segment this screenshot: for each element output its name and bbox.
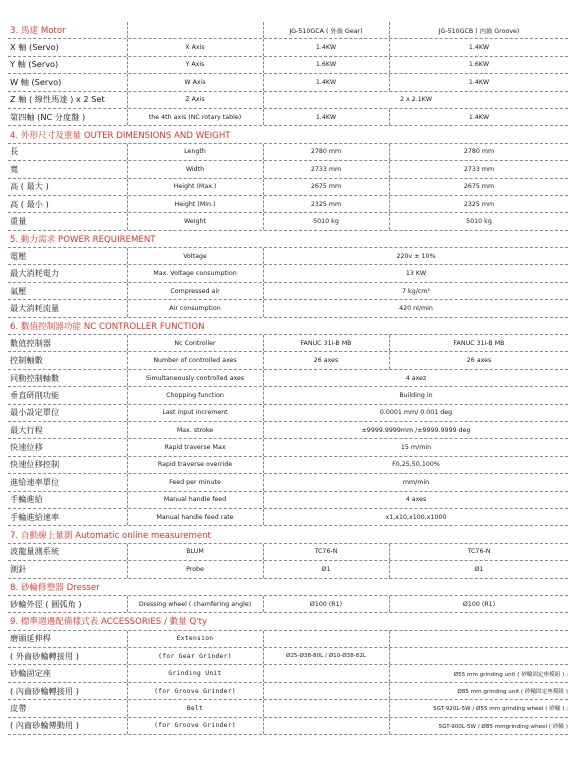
table-row [8, 300, 568, 317]
row-item: Length [184, 148, 206, 156]
row-item: Rapid traverse override [157, 461, 233, 469]
row-item: Nc Controller [174, 339, 216, 347]
value-shared: 4 axez [405, 374, 427, 382]
value-b: 1.4KW [468, 113, 490, 121]
row-item: Voltage [183, 252, 207, 260]
row-item: Max. stroke [176, 426, 214, 434]
table-row [8, 544, 568, 561]
model-b-header: JG-510GCB ( 內齒 Groove) [438, 27, 520, 35]
row-label: 波龍量測系統 [10, 546, 60, 557]
value-shared: F0,25,50,100% [392, 461, 440, 469]
section-title-motor: 3. 馬達 Motor [10, 26, 66, 37]
row-label: 高 ( 最大 ) [10, 181, 49, 192]
value-shared: 4 axes [405, 496, 427, 504]
value-a: 1.4KW [315, 113, 337, 121]
table-row [8, 109, 568, 126]
row-label: 同動控制軸數 [10, 372, 60, 383]
table-row [8, 248, 568, 265]
table-row [8, 370, 568, 387]
value-b [390, 648, 572, 664]
model-a-header: JG-510GCA ( 外齒 Gear) [289, 27, 363, 35]
value-shared: 420 nl/min [399, 304, 433, 312]
value-b: Ø100 (R1) [462, 600, 496, 608]
table-row [8, 509, 568, 526]
value-b: 1.4KW [468, 78, 490, 86]
row-item: Extension [176, 635, 214, 643]
value-b [390, 631, 572, 647]
row-item: Belt [186, 704, 204, 712]
value-a: Ø1 [321, 565, 331, 573]
row-item: Weight [184, 217, 206, 225]
value-a: 1.6KW [315, 61, 337, 69]
section-title-measurement: 7. 自動線上量測 Automatic online measurement [8, 526, 568, 543]
row-label: 快速位移 [10, 442, 43, 453]
value-b: TC76-N [467, 548, 491, 556]
value-shared: mm/min [402, 478, 430, 486]
value-a: 5010 kg [313, 217, 339, 225]
row-item: (for Gear Grinder) [158, 652, 232, 660]
value-a: 26 axes [313, 357, 339, 365]
table-row [8, 213, 568, 230]
value-shared: 7 kg/cm² [402, 287, 430, 295]
section-title-power: 5. 動力需求 POWER REQUIREMENT [8, 231, 568, 248]
row-item: Grinding Unit [168, 670, 222, 678]
row-item: Height (Min.) [174, 200, 216, 208]
table-row [8, 92, 568, 109]
row-label: 最大消耗電力 [10, 268, 60, 279]
value-a: 1.4KW [315, 78, 337, 86]
table-row [8, 422, 568, 439]
value-b: 5GT-920L-5W / Ø55 mm grinding wheel ( 砂輪 ) ; [433, 706, 568, 713]
table-row [8, 439, 568, 456]
table-row [8, 405, 568, 422]
row-item: (for Groove Grinder) [154, 687, 236, 695]
value-a: 2733 mm [310, 165, 342, 173]
table-row [8, 718, 568, 735]
row-label: 進給速率單位 [10, 476, 60, 487]
row-label: 手輪進給速率 [10, 511, 60, 522]
row-item: Width [185, 165, 205, 173]
value-b: 5010 kg [466, 217, 492, 225]
row-item: Dressing wheel ( chamfering angle) [138, 600, 252, 608]
row-item: BLUM [186, 548, 204, 556]
row-item: W Axis [184, 78, 206, 86]
row-label: 測針 [10, 563, 27, 574]
row-item: Probe [186, 565, 204, 573]
row-label: 砂輪外徑 ( 圓弧角 ) [10, 598, 82, 609]
row-item: Last input increment [162, 409, 228, 417]
table-row [8, 265, 568, 282]
table-row [8, 561, 568, 578]
row-label: Z 軸 ( 線性馬達 ) x 2 Set [10, 94, 105, 105]
row-item: Max. Voltage consumption [153, 270, 237, 278]
row-label: 氣壓 [10, 285, 27, 296]
row-item: Z Axis [185, 96, 205, 104]
table-row [8, 196, 568, 213]
row-label: ( 外齒砂輪轉接用 ) [10, 650, 79, 661]
value-b: 2733 mm [463, 165, 495, 173]
row-label: ( 內齒砂輪傳動用 ) [10, 720, 79, 731]
row-label: ( 內齒砂輪轉接用 ) [10, 685, 79, 696]
value-a: FANUC 31i-B MB [300, 339, 352, 347]
row-item: the 4th axis (NC rotary table) [148, 113, 242, 121]
table-row [8, 179, 568, 196]
row-label: 重量 [10, 215, 27, 226]
value-b: Ø85 mm grinding unit ( 砂輪固定座模組 ) [457, 689, 568, 696]
value-a: 2325 mm [310, 200, 342, 208]
row-label: 快速位移控制 [10, 459, 60, 470]
row-item: Y Axis [185, 61, 205, 69]
table-row [8, 335, 568, 352]
row-item: Rapid traverse Max [164, 444, 226, 452]
row-label: 控制軸數 [10, 355, 43, 366]
table-row [8, 352, 568, 369]
spec-sheet [8, 22, 568, 735]
row-label: 皮帶 [10, 702, 27, 713]
value-b: 2675 mm [463, 183, 495, 191]
row-item: Number of controlled axes [153, 357, 237, 365]
table-row [8, 39, 568, 56]
value-b: 5GT-900L-5W / Ø85 mmgrinding wheel ( 砂輪 ) [438, 723, 568, 730]
value-a: 1.4KW [315, 44, 337, 52]
value-b: Ø55 mm grinding unit ( 砂輪固定座模組 ) ; [453, 671, 568, 678]
value-b: Ø1 [474, 565, 484, 573]
value-a [264, 700, 388, 716]
table-row [8, 161, 568, 178]
value-b: 1.4KW [468, 44, 490, 52]
table-row [8, 474, 568, 491]
row-label: 數值控制器 [10, 337, 51, 348]
section-title-accessories: 9. 標準週邊配備樣式表 ACCESSORIES / 數量 Q'ty [8, 613, 568, 630]
table-row [8, 683, 568, 700]
row-item: Compressed air [170, 287, 220, 295]
row-label: 最大行程 [10, 424, 43, 435]
row-label: 砂輪固定座 [10, 668, 51, 679]
value-shared: 0.0001 mm/ 0.001 deg [379, 409, 453, 417]
value-b: 2780 mm [463, 148, 495, 156]
row-label: Y 軸 (Servo) [10, 59, 59, 70]
table-row [8, 144, 568, 161]
section-title-dimensions: 4. 外形尺寸及重量 OUTER DIMENSIONS AND WEIGHT [8, 126, 568, 143]
row-label: 第四軸 (NC 分度盤 ) [10, 111, 86, 122]
section-title-dresser: 8. 砂輪修整器 Dresser [8, 579, 568, 596]
value-a: Ø100 (R1) [309, 600, 343, 608]
row-label: 電壓 [10, 250, 27, 261]
value-shared: 15 m/min [400, 444, 432, 452]
table-row [8, 648, 568, 665]
row-label: X 軸 (Servo) [10, 42, 59, 53]
row-item: (for Groove Grinder) [154, 722, 236, 730]
value-b: 26 axes [466, 357, 492, 365]
value-a: Ø25-Ø38-80L / Ø10-Ø38-82L [285, 653, 367, 660]
table-row [8, 631, 568, 648]
row-item: Chopping function [166, 391, 224, 399]
value-shared: 2 x 2.1KW [400, 96, 432, 104]
row-item: Feed per minute [169, 478, 221, 486]
row-label: 垂直研削功能 [10, 389, 60, 400]
row-label: 長 [10, 146, 19, 157]
value-shared: ±9999.9999mm /±9999.9999 deg [361, 426, 471, 434]
value-shared: Building in [399, 391, 433, 399]
row-label: 高 ( 最小 ) [10, 198, 49, 209]
table-row [8, 596, 568, 613]
section-title-nc: 6. 數值控制器功能 NC CONTROLLER FUNCTION [8, 318, 568, 335]
value-shared: 220v ± 10% [396, 252, 436, 260]
table-row [8, 283, 568, 300]
row-item: X Axis [185, 44, 205, 52]
value-a [264, 665, 388, 681]
row-label: 磨頭延伸桿 [10, 633, 51, 644]
row-label: 最小設定單位 [10, 407, 60, 418]
value-a [264, 683, 388, 699]
table-row [8, 57, 568, 74]
row-label: 手輪進給 [10, 494, 43, 505]
value-shared: x1,x10,x100,x1000 [385, 513, 447, 521]
row-item: Manual handle feed [163, 496, 227, 504]
value-shared: 13 KW [405, 270, 427, 278]
row-label: W 軸 (Servo) [10, 76, 62, 87]
value-a [264, 631, 388, 647]
motor-header-row [8, 22, 568, 39]
value-a [264, 718, 388, 734]
row-item: Manual handle feed rate [156, 513, 234, 521]
table-row [8, 387, 568, 404]
row-item: Simultaneously controlled axes [145, 374, 245, 382]
value-b: 2325 mm [463, 200, 495, 208]
table-row [8, 492, 568, 509]
table-row [8, 457, 568, 474]
value-b: 1.6KW [468, 61, 490, 69]
value-a: 2675 mm [310, 183, 342, 191]
row-item: Air consumption [169, 304, 221, 312]
row-label: 最大消耗流量 [10, 302, 60, 313]
table-row [8, 74, 568, 91]
table-row [8, 700, 568, 717]
value-b: FANUC 31i-B MB [453, 339, 505, 347]
value-a: 2780 mm [310, 148, 342, 156]
row-label: 寬 [10, 163, 19, 174]
value-a: TC76-N [314, 548, 338, 556]
table-row [8, 665, 568, 682]
row-item: Height (Max.) [173, 183, 217, 191]
